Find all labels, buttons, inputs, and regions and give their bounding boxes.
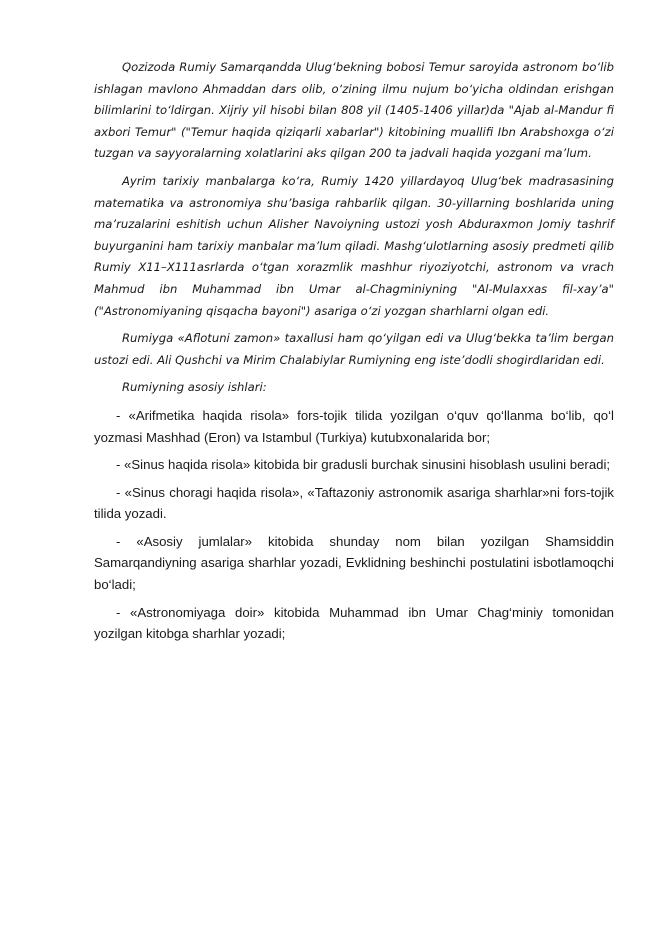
work-item-sinus: - «Sinus haqida risola» kitobida bir gradusli burchak sinusini hisoblash usulini beradi; — [116, 457, 611, 473]
work-item-astronomiyaga-doir: - «Astronomiyaga doir» kitobida Muhammad ibn Umar Chag‘miniy tomonidan yozilgan kitobga sharhlar yozadi; — [94, 604, 614, 642]
work-item-arifmetika: - «Arifmetika haqida risola» fors-tojik tilida yozilgan o‘quv qo‘llanma bo‘lib, qo‘l yozmasi Mashhad (Eron) va Istambul (Turkiya) kutubxonalarida bor; — [94, 407, 614, 445]
paragraph-ayrim: Ayrim tarixiy manbalarga ko‘ra, Rumiy 1420 yillardayoq Ulug‘bek madrasasining matematika va astronomiya shu’basiga rahbarlik qilgan. 30-yillarning boshlarida uning ma’ruzalarini eshitish uchun Alisher Navoiyning ustozi yosh Abduraxmon Jomiy tashrif buyurganini ham tarixiy manbalar ma’lum qiladi. Mashg‘ulotlarning asosiy predmeti qilib Rumiy X11–X111asrlarda o‘tgan xorazmlik mashhur riyoziyotchi, astronom va vrach Mahmud ibn Muhammad ibn Umar al-Chagminiyning "Al-Mulaxxas fil-xay’a" ("Astronomiyaning qisqacha bayoni") asariga o‘zi yozgan sharhlarni olgan edi. — [94, 173, 614, 318]
document-page — [94, 57, 614, 645]
work-item-sinus-choragi: - «Sinus choragi haqida risola», «Taftazoniy astronomik asariga sharhlar»ni fors-tojik tilida yozadi. — [94, 484, 614, 522]
works-heading: Rumiyning asosiy ishlari: — [122, 380, 267, 395]
work-item-asosiy-jumlalar: - «Asosiy jumlalar» kitobida shunday nom bilan yozilgan Shamsiddin Samarqandiyning asariga sharhlar yozadi, Evklidning beshinchi postulatini isbotlamoqchi bo‘ladi; — [94, 533, 614, 593]
paragraph-qozizoda: Qozizoda Rumiy Samarqandda Ulug‘bekning bobosi Temur saroyida astronom bo‘lib ishlagan mavlono Ahmaddan dars olib, o‘zining ilmu nujum bo‘yicha oldindan erishgan bilimlarini to‘ldirgan. Xijriy yil hisobi bilan 808 yil (1405-1406 yillar)da "Ajab al-Mandur fi axbori Temur" ("Temur haqida qiziqarli xabarlar") kitobining muallifi Ibn Arabshoxga o‘zi tuzgan va sayyoralarning xolatlarini aks qilgan 200 ta jadvali haqida yozgani ma’lum. — [94, 60, 614, 161]
paragraph-aflotuni: Rumiyga «Aflotuni zamon» taxallusi ham qo‘yilgan edi va Ulug‘bekka ta’lim bergan ustozi edi. Ali Qushchi va Mirim Chalabiylar Rumiyning eng iste’dodli shogirdlaridan edi. — [94, 331, 614, 367]
